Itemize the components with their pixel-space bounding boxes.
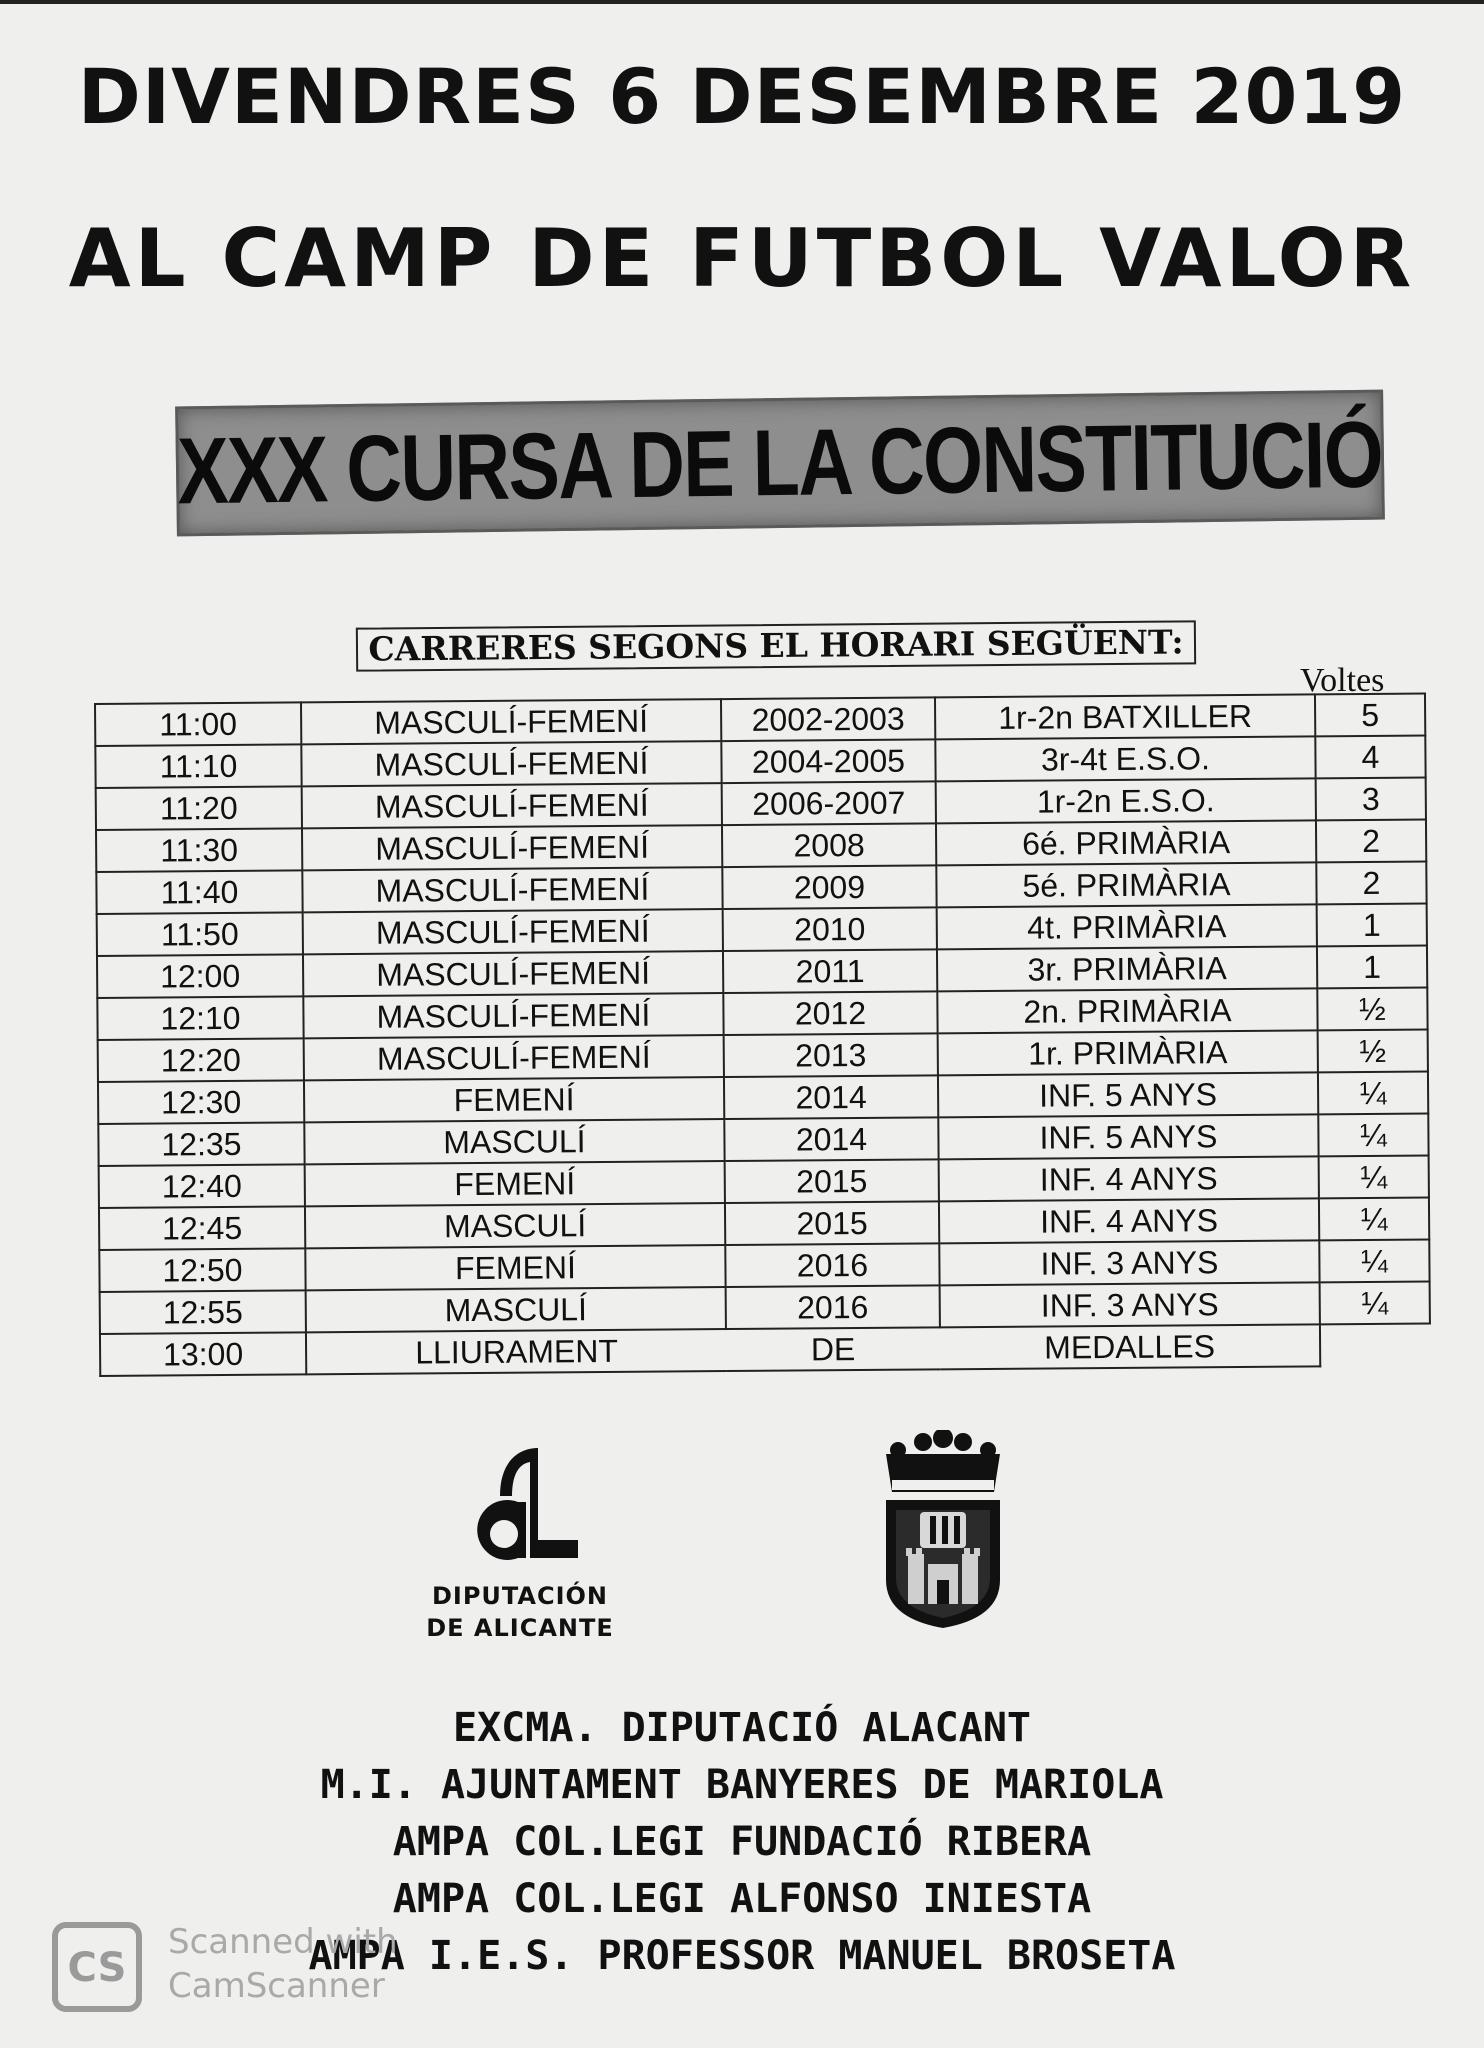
schedule-cell-laps: ¼ <box>1320 1282 1430 1325</box>
schedule-cell-category: MASCULÍ <box>306 1287 726 1332</box>
schedule-cell-time: 11:20 <box>96 786 302 830</box>
schedule-cell-laps: 1 <box>1317 904 1427 947</box>
schedule-cell-years: 2002-2003 <box>721 697 935 741</box>
schedule-heading: CARRERES SEGONS EL HORARI SEGÜENT: <box>356 620 1196 671</box>
schedule-cell-years: 2009 <box>722 865 936 909</box>
diputacion-label-line2: DE ALICANTE <box>426 1614 614 1642</box>
schedule-cell-years: 2013 <box>724 1033 938 1077</box>
schedule-cell-level: INF. 4 ANYS <box>939 1198 1319 1243</box>
schedule-cell-category: MASCULÍ-FEMENÍ <box>301 699 721 744</box>
camscanner-logo-icon: CS <box>52 1922 142 2012</box>
schedule-cell-category: MASCULÍ-FEMENÍ <box>303 951 723 996</box>
schedule-cell-time: 11:30 <box>96 828 302 872</box>
awards-cell-category: LLIURAMENT <box>306 1329 726 1374</box>
schedule-cell-level: 1r. PRIMÀRIA <box>938 1030 1318 1075</box>
schedule-cell-years: 2015 <box>725 1159 939 1203</box>
watermark-line2: CamScanner <box>168 1966 385 2006</box>
schedule-cell-category: MASCULÍ-FEMENÍ <box>303 993 723 1038</box>
schedule-cell-level: 1r-2n E.S.O. <box>936 778 1316 823</box>
schedule-cell-years: 2014 <box>724 1117 938 1161</box>
schedule-cell-years: 2006-2007 <box>722 781 936 825</box>
schedule-cell-time: 11:10 <box>95 744 301 788</box>
schedule-cell-category: FEMENÍ <box>305 1161 725 1206</box>
al-monogram-logo <box>460 1440 590 1560</box>
schedule-cell-category: MASCULÍ-FEMENÍ <box>303 909 723 954</box>
date-heading: DIVENDRES 6 DESEMBRE 2019 <box>77 52 1407 141</box>
watermark-line1: Scanned with <box>168 1922 398 1962</box>
schedule-cell-category: MASCULÍ <box>304 1119 724 1164</box>
schedule-cell-category: MASCULÍ <box>305 1203 725 1248</box>
schedule-cell-level: 1r-2n BATXILLER <box>935 694 1315 739</box>
schedule-cell-level: 3r. PRIMÀRIA <box>937 946 1317 991</box>
schedule-cell-time: 12:45 <box>99 1206 305 1250</box>
schedule-cell-laps: ½ <box>1317 988 1427 1031</box>
schedule-cell-category: MASCULÍ-FEMENÍ <box>302 867 722 912</box>
schedule-cell-time: 12:55 <box>100 1290 306 1334</box>
top-edge-line <box>0 0 1484 4</box>
schedule-cell-level: INF. 3 ANYS <box>940 1282 1320 1327</box>
schedule-cell-laps: ¼ <box>1318 1114 1428 1157</box>
schedule-cell-time: 12:35 <box>98 1122 304 1166</box>
schedule-cell-level: 5é. PRIMÀRIA <box>936 862 1316 907</box>
schedule-cell-laps: ¼ <box>1319 1240 1429 1283</box>
laps-column-label: Voltes <box>1300 662 1385 699</box>
schedule-cell-time: 12:10 <box>97 996 303 1040</box>
schedule-cell-level: 4t. PRIMÀRIA <box>937 904 1317 949</box>
schedule-cell-category: FEMENÍ <box>305 1245 725 1290</box>
schedule-cell-category: FEMENÍ <box>304 1077 724 1122</box>
schedule-cell-time: 12:40 <box>99 1164 305 1208</box>
diputacion-logo <box>420 1440 620 1640</box>
schedule-cell-years: 2010 <box>723 907 937 951</box>
awards-cell-time: 13:00 <box>100 1332 306 1376</box>
schedule-cell-time: 12:00 <box>97 954 303 998</box>
schedule-cell-laps: 2 <box>1316 862 1426 905</box>
schedule-cell-years: 2011 <box>723 949 937 993</box>
schedule-cell-category: MASCULÍ-FEMENÍ <box>302 825 722 870</box>
schedule-cell-level: 2n. PRIMÀRIA <box>937 988 1317 1033</box>
event-title-banner <box>175 390 1385 537</box>
schedule-cell-laps: 2 <box>1316 820 1426 863</box>
schedule-cell-time: 12:20 <box>98 1038 304 1082</box>
schedule-cell-time: 12:30 <box>98 1080 304 1124</box>
schedule-cell-years: 2012 <box>723 991 937 1035</box>
sponsor-line: AMPA COL.LEGI ALFONSO INIESTA <box>392 1876 1092 1922</box>
camscanner-watermark <box>52 1918 452 2018</box>
awards-cell-years: DE <box>726 1327 940 1371</box>
castle-crest-icon <box>878 1430 1008 1630</box>
schedule-cell-years: 2016 <box>725 1243 939 1287</box>
schedule-cell-laps: 3 <box>1316 778 1426 821</box>
schedule-cell-laps: 1 <box>1317 946 1427 989</box>
schedule-cell-category: MASCULÍ-FEMENÍ <box>301 741 721 786</box>
sponsor-line: AMPA I.E.S. PROFESSOR MANUEL BROSETA <box>308 1933 1176 1979</box>
schedule-cell-level: 3r-4t E.S.O. <box>935 736 1315 781</box>
schedule-cell-level: INF. 5 ANYS <box>938 1072 1318 1117</box>
sponsor-line: EXCMA. DIPUTACIÓ ALACANT <box>453 1705 1031 1751</box>
schedule-cell-laps: ¼ <box>1319 1198 1429 1241</box>
schedule-cell-level: INF. 4 ANYS <box>939 1156 1319 1201</box>
schedule-cell-years: 2015 <box>725 1201 939 1245</box>
schedule-cell-time: 11:40 <box>96 870 302 914</box>
schedule-cell-category: MASCULÍ-FEMENÍ <box>304 1035 724 1080</box>
sponsor-line: M.I. AJUNTAMENT BANYERES DE MARIOLA <box>320 1762 1164 1808</box>
schedule-cell-laps: 4 <box>1315 736 1425 779</box>
awards-cell-empty <box>1320 1324 1430 1367</box>
schedule-cell-years: 2004-2005 <box>721 739 935 783</box>
schedule-cell-laps: ¼ <box>1318 1072 1428 1115</box>
diputacion-label-line1: DIPUTACIÓN <box>431 1582 609 1610</box>
schedule-cell-laps: ½ <box>1318 1030 1428 1073</box>
race-schedule-table <box>94 693 1431 1377</box>
schedule-cell-laps: ¼ <box>1319 1156 1429 1199</box>
schedule-cell-time: 11:50 <box>97 912 303 956</box>
awards-cell-level: MEDALLES <box>940 1324 1320 1369</box>
schedule-cell-level: 6é. PRIMÀRIA <box>936 820 1316 865</box>
event-title: XXX CURSA DE LA CONSTITUCIÓ <box>176 401 1384 524</box>
schedule-cell-laps: 5 <box>1315 694 1425 737</box>
sponsor-line: AMPA COL.LEGI FUNDACIÓ RIBERA <box>392 1819 1092 1865</box>
schedule-cell-years: 2014 <box>724 1075 938 1119</box>
schedule-cell-category: MASCULÍ-FEMENÍ <box>302 783 722 828</box>
schedule-cell-years: 2016 <box>726 1285 940 1329</box>
schedule-cell-level: INF. 5 ANYS <box>938 1114 1318 1159</box>
venue-heading: AL CAMP DE FUTBOL VALOR <box>68 212 1416 305</box>
schedule-body <box>95 694 1430 1376</box>
schedule-cell-time: 12:50 <box>99 1248 305 1292</box>
schedule-cell-time: 11:00 <box>95 702 301 746</box>
schedule-cell-years: 2008 <box>722 823 936 867</box>
schedule-cell-level: INF. 3 ANYS <box>939 1240 1319 1285</box>
